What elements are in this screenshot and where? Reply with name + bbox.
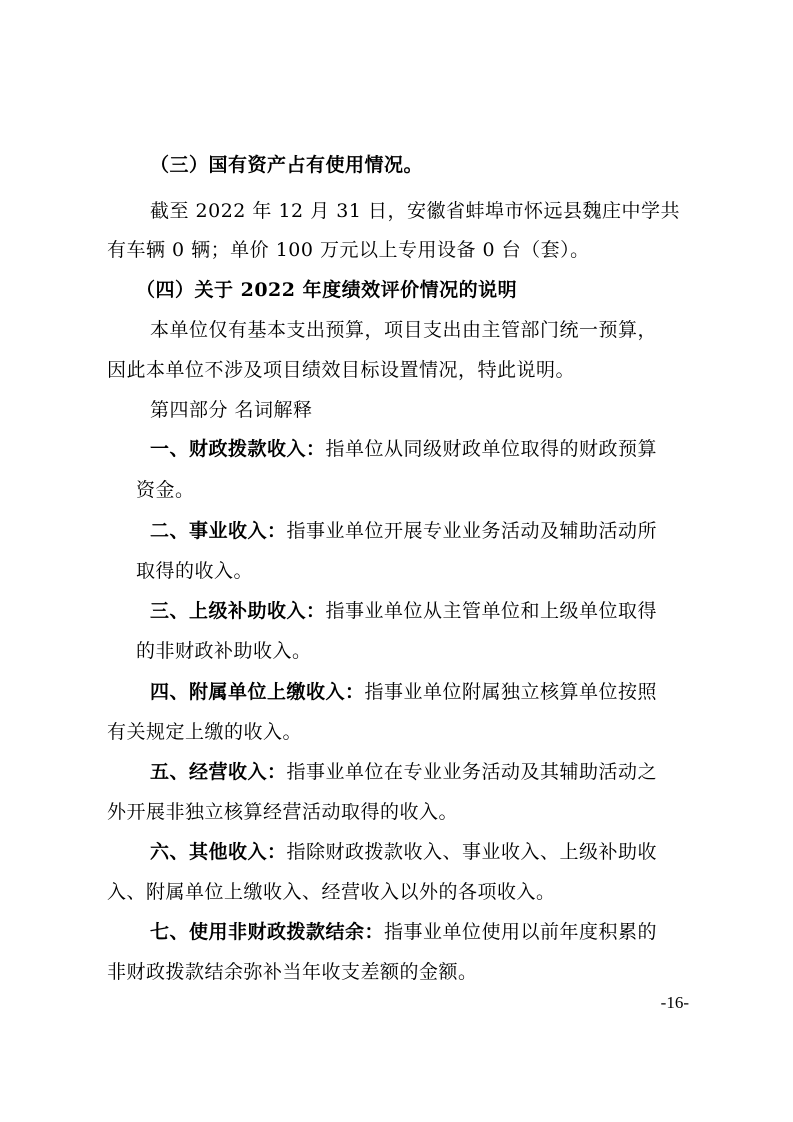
term-label: 四、附属单位上缴收入：: [150, 681, 365, 703]
term-definition-line: [150, 920, 657, 944]
term-definition-line: [150, 760, 657, 784]
term-text: 指单位从同级财政单位取得的财政预算: [325, 438, 658, 460]
term-label: 一、财政拨款收入：: [150, 438, 326, 460]
term-definition-line: 资金。: [136, 479, 195, 501]
term-text: 指事业单位开展专业业务活动及辅助活动所: [286, 520, 658, 542]
term-definition-line: [150, 680, 657, 704]
term-label: 六、其他收入：: [150, 841, 287, 863]
term-definition-line: 的非财政补助收入。: [136, 640, 312, 662]
term-text: 指事业单位从主管单位和上级单位取得: [325, 600, 658, 622]
term-text: 指事业单位附属独立核算单位按照: [364, 681, 658, 703]
term-definition-line: 入、附属单位上缴收入、经营收入以外的各项收入。: [107, 881, 556, 903]
term-label: 三、上级补助收入：: [150, 600, 326, 622]
term-definition-line: 有关规定上缴的收入。: [107, 721, 303, 743]
term-definition-line: [150, 599, 657, 623]
section-heading-performance: （四）关于 2022 年度绩效评价情况的说明: [136, 279, 518, 301]
term-label: 七、使用非财政拨款结余：: [150, 921, 385, 943]
term-text: 指事业单位在专业业务活动及其辅助活动之: [286, 761, 658, 783]
term-text: 指事业单位使用以前年度积累的: [384, 921, 658, 943]
term-definition-line: [150, 437, 657, 461]
paragraph-line: 有车辆 0 辆；单价 100 万元以上专用设备 0 台（套）。: [107, 239, 590, 261]
term-definition-line: 非财政拨款结余弥补当年收支差额的金额。: [107, 961, 478, 983]
term-label: 五、经营收入：: [150, 761, 287, 783]
term-definition-line: 取得的收入。: [136, 560, 254, 582]
page-number: -16-: [660, 993, 689, 1012]
term-text: 指除财政拨款收入、事业收入、上级补助收: [286, 841, 658, 863]
term-definition-line: [150, 519, 657, 543]
paragraph-line: 截至 2022 年 12 月 31 日，安徽省蚌埠市怀远县魏庄中学共: [150, 200, 680, 222]
paragraph-line: 因此本单位不涉及项目绩效目标设置情况，特此说明。: [107, 359, 576, 381]
section-heading-assets: （三）国有资产占有使用情况。: [150, 154, 424, 176]
term-definition-line: [150, 840, 657, 864]
term-label: 二、事业收入：: [150, 520, 287, 542]
term-definition-line: 外开展非独立核算经营活动取得的收入。: [107, 801, 459, 823]
paragraph-line: 本单位仅有基本支出预算，项目支出由主管部门统一预算，: [150, 319, 658, 341]
part-title: 第四部分 名词解释: [150, 399, 313, 421]
